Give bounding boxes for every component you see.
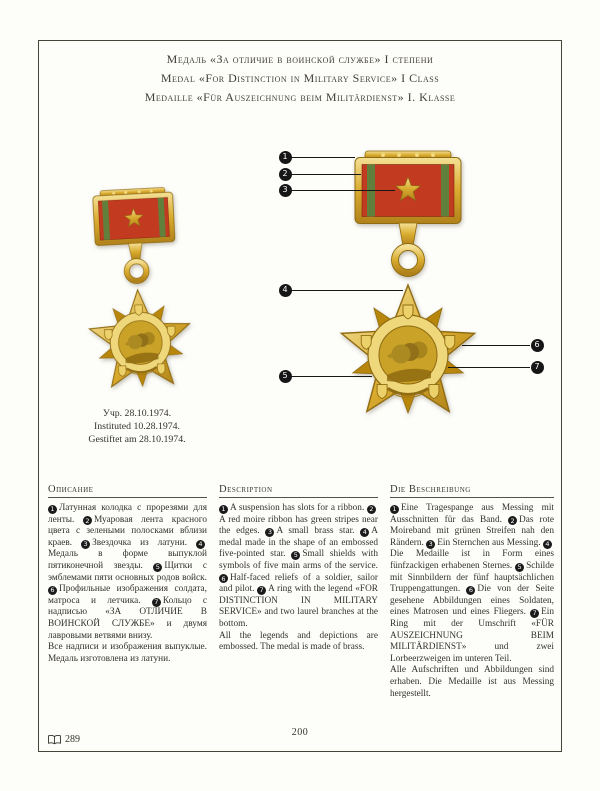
page-number: 200: [291, 727, 309, 738]
title-ru: Медаль «За отличие в воинской службе» I степени: [166, 52, 434, 66]
callout-line-2: [291, 174, 361, 175]
item-text: A ring with the legend «FOR DISTINCTION IN MILITARY SERVICE» and two laurel branches at the bottom.: [219, 584, 378, 629]
column-rule: [48, 497, 207, 498]
callout-marker-2: 2: [279, 168, 292, 181]
column-rule: [390, 497, 554, 498]
callout-marker-1: 1: [279, 151, 292, 164]
closing-text-en: All the legends and depictions are embossed. The medal is made of brass.: [219, 630, 378, 653]
description-section: [48, 484, 554, 700]
item-text: Die Medaille ist in Form eines fünfzackigen erhabenen Sternes.: [390, 549, 554, 571]
title-de: Medaille «Für Auszeichnung beim Militärdienst» I. Klasse: [144, 90, 456, 104]
open-book-icon: [48, 735, 61, 745]
item-number-badge: 1: [390, 505, 399, 514]
item-text: Муаровая лента красного цвета с зелеными полосками вблизи краев.: [48, 514, 208, 548]
item-number-badge: 3: [265, 528, 274, 537]
item-number-badge: 3: [426, 540, 435, 549]
callout-marker-7: 7: [531, 361, 544, 374]
item-text: Ein Ring mit der Umschrift «FÜR AUSZEICHNUNG BEIM MILITÄRDIENST» und zwei Lorbeerzweigen im unteren Teil.: [390, 607, 554, 664]
callout-line-7: [448, 367, 530, 368]
item-text: A small brass star.: [276, 526, 355, 537]
title-block: [38, 50, 562, 107]
column-body-en: [219, 503, 378, 631]
title-en: Medal «For Distinction in Military Service» I Class: [160, 71, 440, 85]
item-text: Schilde mit Sinnbildern der fünf hauptsächlichen Truppengattungen.: [390, 560, 555, 595]
callout-line-6: [462, 345, 530, 346]
item-text: Eine Tragespange aus Messing mit Ausschnitten für das Band.: [390, 503, 554, 525]
callout-line-3: [291, 190, 395, 191]
callout-marker-5: 5: [279, 370, 292, 383]
callout-marker-3: 3: [279, 184, 292, 197]
closing-text-de: Alle Aufschriften und Abbildungen sind erhaben. Die Medaille ist aus Messing hergestellt.: [390, 665, 554, 699]
item-text: Das rote Moireband mit grünen Streifen nah den Rändern.: [390, 514, 554, 548]
column-rule: [219, 497, 378, 498]
item-number-badge: 1: [219, 505, 228, 514]
item-number-badge: 5: [291, 551, 300, 560]
item-number-badge: 2: [83, 516, 92, 525]
item-text: Щитки с эмблемами пяти основных родов войск.: [48, 560, 207, 583]
item-text: Латунная колодка с прорезями для ленты.: [48, 503, 207, 525]
column-body-ru: [48, 503, 207, 642]
description-column-en: [219, 484, 378, 700]
item-number-badge: 7: [152, 598, 161, 607]
item-text: Кольцо с надписью «ЗА ОТЛИЧИЕ В ВОИНСКОЙ СЛУЖБЕ» и двумя лавровыми ветвями внизу.: [48, 595, 207, 641]
catalog-reference-number: 289: [65, 734, 80, 745]
column-heading-de: Die Beschreibung: [390, 484, 471, 495]
item-text: Звездочка из латуни.: [92, 537, 188, 548]
item-number-badge: 6: [219, 574, 228, 583]
item-text: A red moire ribbon has green stripes near the edges.: [219, 514, 378, 537]
callout-line-1: [291, 157, 355, 158]
callout-marker-4: 4: [279, 284, 292, 297]
item-number-badge: 5: [515, 563, 524, 572]
item-number-badge: 2: [367, 505, 376, 514]
item-number-badge: 6: [48, 586, 57, 595]
item-number-badge: 7: [257, 586, 266, 595]
item-number-badge: 6: [466, 586, 475, 595]
description-column-de: [390, 484, 554, 700]
item-text: A medal made in the shape of an embossed five-pointed star.: [219, 526, 378, 560]
item-number-badge: 3: [81, 540, 90, 549]
item-number-badge: 7: [530, 609, 539, 618]
callout-marker-6: 6: [531, 339, 544, 352]
item-text: Half-faced reliefs of a soldier, sailor and pilot.: [219, 572, 378, 595]
item-text: A suspension has slots for a ribbon.: [230, 503, 365, 513]
column-body-de: [390, 503, 554, 665]
column-heading-en: Description: [219, 484, 273, 495]
medal-photo-small: [76, 185, 199, 391]
item-number-badge: 4: [543, 540, 552, 549]
item-number-badge: 4: [196, 540, 205, 549]
closing-text-ru: Все надписи и изображения выпуклые. Медаль изготовлена из латуни.: [48, 642, 207, 664]
item-number-badge: 2: [508, 516, 517, 525]
item-number-badge: 4: [360, 528, 369, 537]
item-text: Small shields with symbols of five main arms of the service.: [219, 549, 379, 571]
instituted-ru: Учр. 28.10.1974.: [102, 408, 172, 419]
item-text: Die von der Seite gesehene Abbildungen eines Soldaten, eines Matrosen und eines Fliegers.: [390, 584, 554, 618]
catalog-reference: [48, 734, 80, 745]
item-number-badge: 5: [153, 563, 162, 572]
item-text: Медаль в форме выпуклой пятиконечной звезды.: [48, 549, 207, 571]
item-text: Ein Sternchen aus Messing.: [437, 537, 541, 548]
callout-line-5: [291, 376, 372, 377]
item-number-badge: 1: [48, 505, 57, 514]
description-column-ru: [48, 484, 207, 700]
instituted-block: [57, 407, 217, 446]
instituted-en: Instituted 10.28.1974.: [94, 421, 180, 432]
item-text: Профильные изображения солдата, матроса и летчика.: [48, 584, 207, 606]
column-heading-ru: Описание: [48, 484, 94, 495]
callout-line-4: [291, 290, 403, 291]
instituted-de: Gestiftet am 28.10.1974.: [88, 434, 186, 445]
